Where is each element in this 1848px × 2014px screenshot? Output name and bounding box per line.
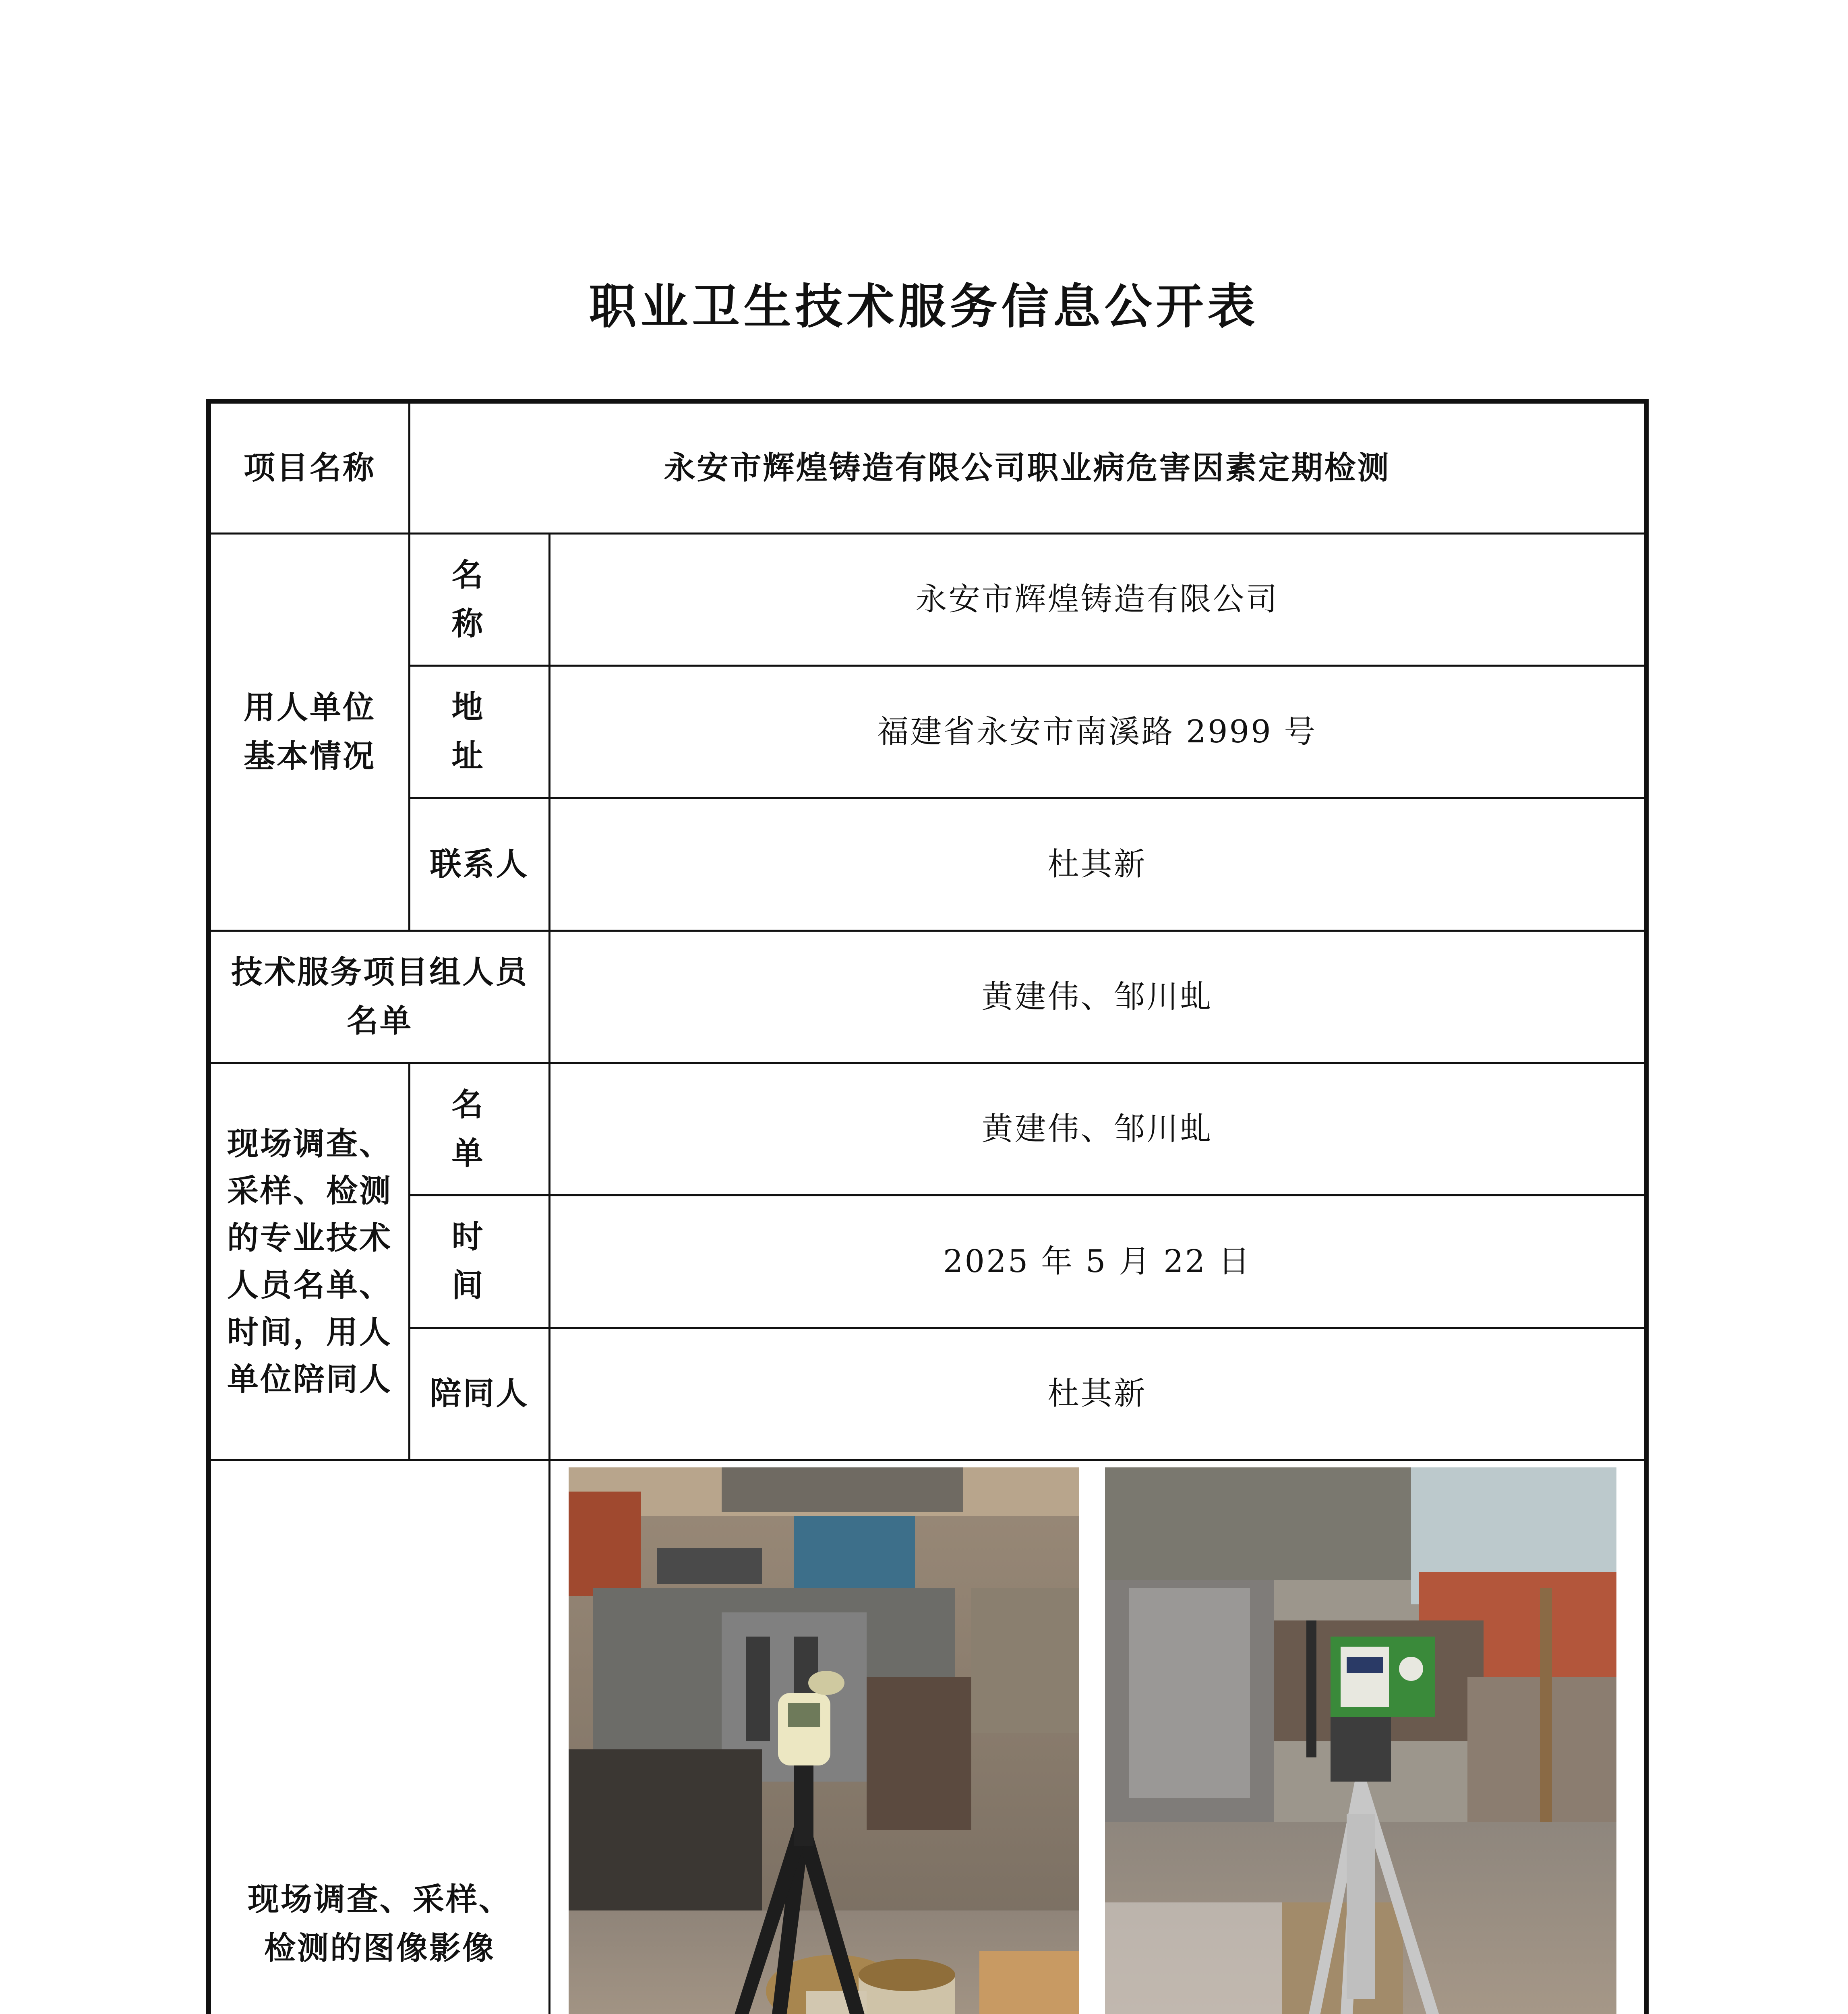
survey-escort-value: 杜其新 xyxy=(1047,1376,1147,1412)
survey-label: 现场调查、采样、检测的专业技术人员名单、时间，用人单位陪同人 xyxy=(227,1125,393,1398)
survey-time-label: 时 间 xyxy=(451,1218,507,1304)
info-table xyxy=(206,399,1649,2014)
page-title: 职业卫生技术服务信息公开表 xyxy=(589,278,1259,334)
images-label: 现场调查、采样、检测的图像影像 xyxy=(247,1881,512,1966)
project-name-value: 永安市辉煌铸造有限公司职业病危害因素定期检测 xyxy=(664,449,1391,486)
employer-label: 用人单位基本情况 xyxy=(243,689,376,775)
survey-list-label: 名 单 xyxy=(451,1086,507,1172)
employer-address-value: 福建省永安市南溪路 2999 号 xyxy=(877,713,1317,750)
employer-contact-label: 联系人 xyxy=(430,845,529,883)
employer-contact-value: 杜其新 xyxy=(1047,846,1147,883)
site-photo-sampler xyxy=(1105,1467,1616,2014)
project-name-label: 项目名称 xyxy=(243,449,376,486)
survey-time-value: 2025 年 5 月 22 日 xyxy=(943,1243,1252,1280)
team-value: 黄建伟、邹川虬 xyxy=(981,978,1213,1015)
survey-escort-label: 陪同人 xyxy=(430,1375,529,1412)
employer-address-label: 地 址 xyxy=(451,689,507,774)
survey-list-value: 黄建伟、邹川虬 xyxy=(981,1111,1213,1148)
employer-name-value: 永安市辉煌铸造有限公司 xyxy=(915,581,1279,618)
site-photo-sound-meter xyxy=(569,1467,1079,2014)
team-label: 技术服务项目组人员名单 xyxy=(231,954,528,1039)
employer-name-label: 名 称 xyxy=(451,556,507,642)
